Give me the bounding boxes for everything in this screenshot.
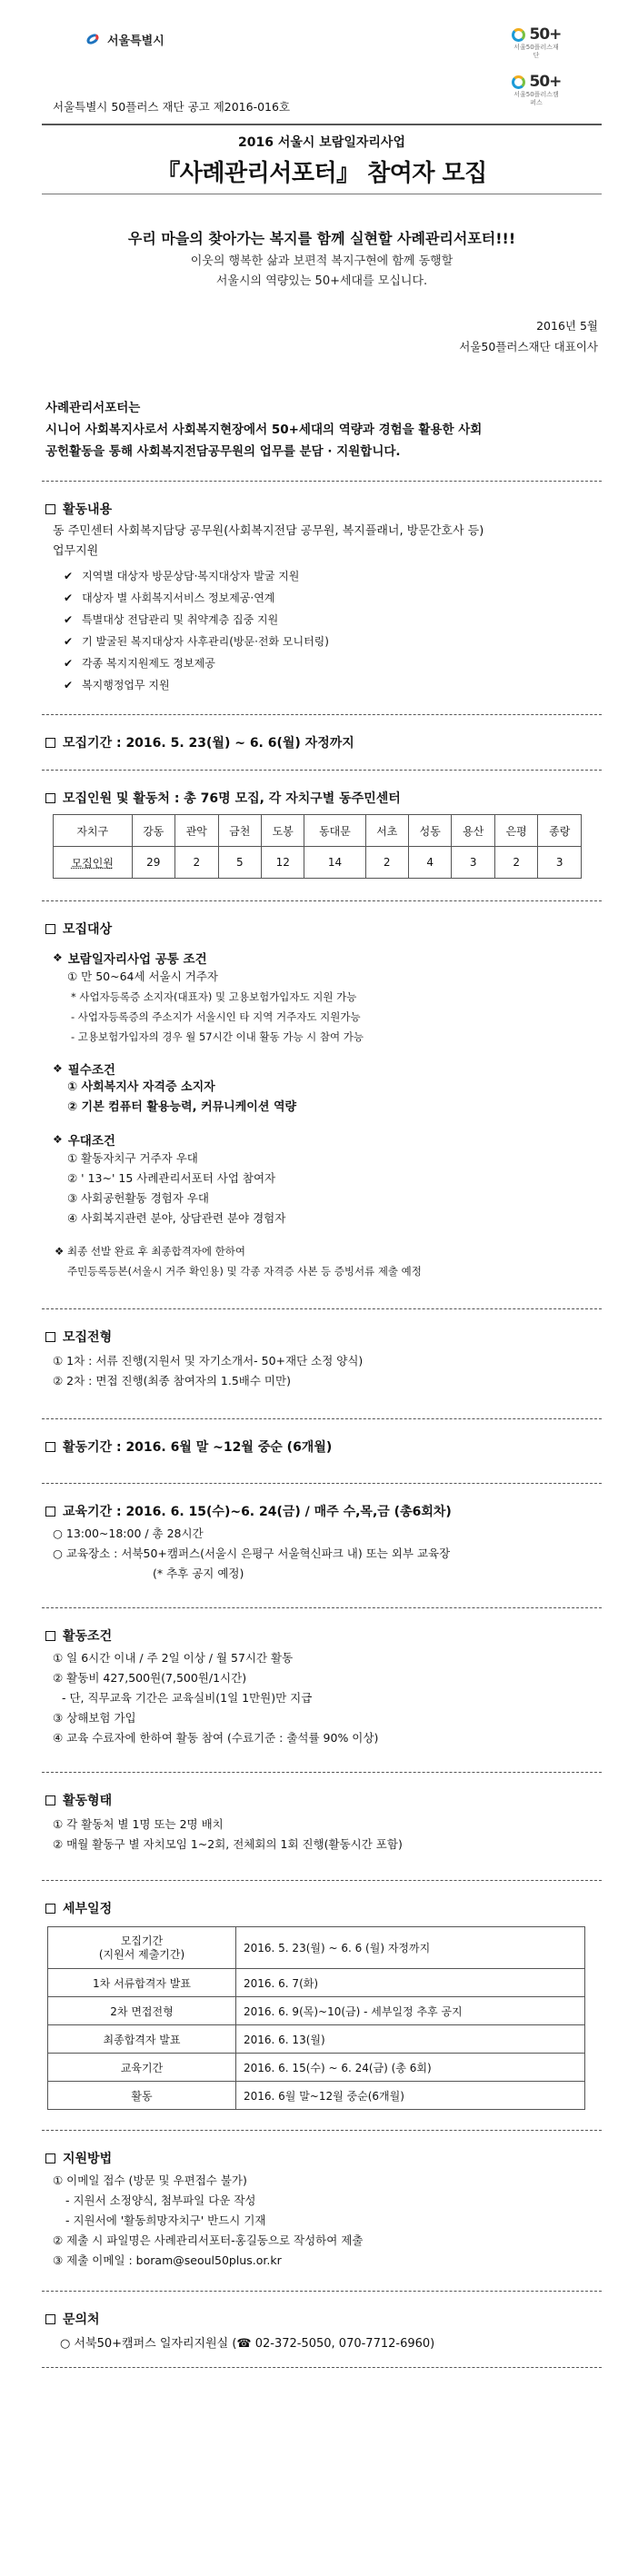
- fifty-plus-logo-campus: 50+: [511, 73, 562, 91]
- target-common-1a: * 사업자등록증 소지자(대표자) 및 고용보험가입자도 지원 가능: [71, 990, 357, 1003]
- target-common-1: ① 만 50~64세 서울시 거주자: [67, 970, 218, 983]
- target-common-1c: - 고용보험가입자의 경우 월 57시간 이내 활동 가능 시 참여 가능: [71, 1030, 364, 1043]
- condition-2a: - 단, 직무교육 기간은 교육실비(1일 1만원)만 지급: [62, 1691, 313, 1705]
- form-2: ② 매월 활동구 별 자치모임 1~2회, 전체회의 1회 진행(활동시간 포함): [53, 1837, 403, 1851]
- dashed-divider: [42, 714, 602, 715]
- section-title: 활동형태: [42, 1791, 602, 1809]
- apply-1: ① 이메일 접수 (방문 및 우편접수 불가): [53, 2173, 247, 2187]
- table-cell: 3: [452, 847, 494, 879]
- activity-list: [42, 565, 602, 696]
- condition-4: ④ 교육 수료자에 한하여 활동 참여 (수료기준 : 출석률 90% 이상): [53, 1731, 379, 1745]
- education-place: ○ 교육장소 : 서북50+캠퍼스(서울시 은평구 서울혁신파크 내) 또는 외부 교육장: [53, 1547, 451, 1560]
- dashed-divider: [42, 770, 602, 771]
- table-cell: 1차 서류합격자 발표: [48, 1969, 236, 1997]
- checkbox-square-icon: [45, 1795, 55, 1805]
- section-title: 활동기간 : 2016. 6월 말 ~12월 중순 (6개월): [42, 1437, 602, 1456]
- dashed-divider: [42, 1308, 602, 1309]
- table-cell: 2016. 6. 15(수) ~ 6. 24(금) (총 6회): [236, 2054, 585, 2082]
- target-note-1: ❖ 최종 선발 완료 후 최종합격자에 한하여: [55, 1245, 245, 1258]
- section-target: [42, 920, 602, 1281]
- target-required-1: ① 사회복지사 자격증 소지자: [67, 1080, 215, 1094]
- section-education: [42, 1502, 602, 1584]
- title-sub: 2016 서울시 보람일자리사업: [238, 135, 405, 150]
- apply-1b: - 지원서에 '활동희망자치구' 반드시 기재: [65, 2213, 266, 2227]
- section-title: 교육기간 : 2016. 6. 15(수)~6. 24(금) / 매주 수,목,금 (총6회차): [42, 1502, 602, 1520]
- table-row: [48, 1997, 585, 2025]
- table-cell: 2: [365, 847, 408, 879]
- education-place-note: (* 추후 공지 예정): [153, 1566, 244, 1580]
- dashed-divider: [42, 2291, 602, 2292]
- condition-1: ① 일 6시간 이내 / 주 2일 이상 / 월 57시간 활동: [53, 1651, 294, 1665]
- process-step-1: ① 1차 : 서류 진행(지원서 및 자기소개서- 50+재단 소정 양식): [53, 1354, 364, 1368]
- list-item: ✔ 복지행정업무 지원: [64, 674, 602, 696]
- target-required-2: ② 기본 컴퓨터 활용능력, 커뮤니케이션 역량: [67, 1100, 297, 1114]
- table-cell: 2016. 5. 23(월) ~ 6. 6 (월) 자정까지: [236, 1927, 585, 1969]
- list-item: ✔ 지역별 대상자 방문상담·복지대상자 발굴 지원: [64, 565, 602, 587]
- section-contact: [42, 2310, 602, 2351]
- header: [42, 0, 602, 106]
- checkbox-square-icon: [45, 1904, 55, 1914]
- table-header-cell: 자치구: [54, 815, 133, 847]
- intro-line-3: 공헌활동을 통해 사회복지전담공무원의 업무를 분담 · 지원합니다.: [45, 444, 401, 459]
- table-header-cell: 은평: [494, 815, 537, 847]
- table-cell: 최종합격자 발표: [48, 2025, 236, 2054]
- slogan-line-2: 서울시의 역량있는 50+세대를 모십니다.: [215, 274, 428, 288]
- section-period: [42, 1437, 602, 1456]
- notice-number: 서울특별시 50플러스 재단 공고 제2016-016호: [53, 100, 291, 114]
- section-conditions: [42, 1626, 602, 1748]
- dashed-divider: [42, 2367, 602, 2368]
- fifty-plus-campus-label: 서울50플러스캠퍼스: [513, 91, 559, 106]
- section-title: 활동조건: [42, 1626, 602, 1645]
- notice-issuer: 서울50플러스재단 대표이사: [459, 340, 598, 353]
- checkbox-square-icon: [45, 1442, 55, 1452]
- table-cell: 29: [132, 847, 174, 879]
- table-cell: 교육기간: [48, 2054, 236, 2082]
- section-schedule: [42, 1899, 602, 2110]
- table-cell: 2: [494, 847, 537, 879]
- apply-3: ③ 제출 이메일 : boram@seoul50plus.or.kr: [53, 2253, 282, 2267]
- notice-date: 2016년 5월: [536, 319, 598, 333]
- list-item: ✔ 각종 복지지원제도 정보제공: [64, 652, 602, 674]
- contact-line: ○ 서북50+캠퍼스 일자리지원실 (☎ 02-372-5050, 070-7712-6960): [60, 2337, 435, 2351]
- section-apply: [42, 2149, 602, 2271]
- table-row: [54, 847, 582, 879]
- dashed-divider: [42, 900, 602, 901]
- process-step-2: ② 2차 : 면접 진행(최종 참여자의 1.5배수 미만): [53, 1374, 291, 1387]
- table-cell: 2016. 6. 13(월): [236, 2025, 585, 2054]
- table-header-cell: 동대문: [304, 815, 365, 847]
- fifty-plus-logo-foundation: 50+: [511, 25, 562, 44]
- section-title: 활동내용: [42, 500, 602, 518]
- table-row: [48, 1927, 585, 1969]
- subsection-title: ❖ 필수조건: [53, 1062, 115, 1078]
- dashed-divider: [42, 1418, 602, 1419]
- table-row: [48, 2082, 585, 2110]
- dashed-divider: [42, 481, 602, 482]
- date-block: [42, 315, 602, 357]
- activity-desc-2: 업무지원: [53, 544, 99, 558]
- diamond-icon: ❖: [53, 951, 63, 964]
- section-title: 모집전형: [42, 1328, 602, 1346]
- target-pref-4: ④ 사회복지관련 분야, 상담관련 분야 경험자: [67, 1211, 286, 1225]
- table-header-cell: 서초: [365, 815, 408, 847]
- table-header-cell: 금천: [218, 815, 261, 847]
- table-cell: 모집기간 (지원서 제출기간): [48, 1927, 236, 1969]
- table-cell: 2: [175, 847, 218, 879]
- list-item: ✔ 기 발굴된 복지대상자 사후관리(방문·전화 모니터링): [64, 631, 602, 652]
- activity-desc-1: 동 주민센터 사회복지담당 공무원(사회복지전담 공무원, 복지플래너, 방문간호사 등): [53, 524, 484, 538]
- seoul-logo-text: 서울특별시: [107, 35, 164, 48]
- target-note-2: 주민등록등본(서울시 거주 확인용) 및 각종 자격증 사본 등 증빙서류 제출 예정: [67, 1265, 422, 1278]
- section-title: 세부일정: [42, 1899, 602, 1917]
- checkbox-square-icon: [45, 2314, 55, 2324]
- target-pref-1: ① 활동자치구 거주자 우대: [67, 1151, 198, 1165]
- checkbox-square-icon: [45, 1631, 55, 1641]
- schedule-table: [47, 1926, 585, 2110]
- dashed-divider: [42, 1483, 602, 1484]
- table-header-cell: 강동: [132, 815, 174, 847]
- subsection-title: ❖ 우대조건: [53, 1133, 115, 1149]
- education-time: ○ 13:00~18:00 / 총 28시간: [53, 1527, 204, 1540]
- table-row: [54, 815, 582, 847]
- apply-2: ② 제출 시 파일명은 사례관리서포터-홍길동으로 작성하여 제출: [53, 2233, 364, 2247]
- section-title: 문의처: [42, 2310, 602, 2328]
- checkbox-square-icon: [45, 2153, 55, 2163]
- condition-2: ② 활동비 427,500원(7,500원/1시간): [53, 1671, 247, 1685]
- section-title: 모집기간 : 2016. 5. 23(월) ~ 6. 6(월) 자정까지: [42, 733, 602, 751]
- section-title: 모집대상: [42, 920, 602, 938]
- checkbox-square-icon: [45, 1332, 55, 1342]
- intro-line-1: 사례관리서포터는: [45, 401, 141, 415]
- target-note: [42, 1241, 602, 1281]
- table-header-cell: 종랑: [538, 815, 582, 847]
- slogan-main: 우리 마을의 찾아가는 복지를 함께 실현할 사례관리서포터!!!: [127, 230, 516, 247]
- seoul-logo: [85, 31, 164, 48]
- table-cell: 4: [408, 847, 451, 879]
- list-item: ✔ 특별대상 전담관리 및 취약계층 집중 지원: [64, 609, 602, 631]
- fifty-plus-logos: [511, 25, 562, 107]
- section-title: 모집인원 및 활동처 : 총 76명 모집, 각 자치구별 동주민센터: [42, 789, 602, 807]
- table-cell: 5: [218, 847, 261, 879]
- section-activity: [42, 500, 602, 696]
- section-process: [42, 1328, 602, 1391]
- table-cell: 12: [262, 847, 304, 879]
- apply-1a: - 지원서 소정양식, 첨부파일 다운 작성: [65, 2193, 256, 2207]
- checkbox-square-icon: [45, 924, 55, 934]
- section-recruit-period: [42, 733, 602, 751]
- table-row: [48, 1969, 585, 1997]
- dashed-divider: [42, 2130, 602, 2131]
- section-recruit-count: [42, 789, 602, 879]
- recruit-table: [53, 814, 582, 879]
- diamond-icon: ❖: [53, 1133, 63, 1146]
- diamond-icon: ❖: [53, 1062, 63, 1075]
- condition-3: ③ 상해보험 가입: [53, 1711, 136, 1725]
- table-cell: 2016. 6. 7(화): [236, 1969, 585, 1997]
- dashed-divider: [42, 1607, 602, 1608]
- table-cell: 활동: [48, 2082, 236, 2110]
- table-cell: 14: [304, 847, 365, 879]
- table-cell: 2016. 6월 말~12월 중순(6개월): [236, 2082, 585, 2110]
- seoul-mark-icon: [85, 32, 102, 48]
- intro-line-2: 시니어 사회복지사로서 사회복지현장에서 50+세대의 역량과 경험을 활용한 사회: [45, 423, 483, 437]
- checkbox-square-icon: [45, 1507, 55, 1517]
- dashed-divider: [42, 1880, 602, 1881]
- slogan: [42, 227, 602, 292]
- fifty-plus-foundation-label: 서울50플러스재단: [513, 44, 559, 59]
- circle-logo-icon: [512, 28, 525, 42]
- table-header-cell: 도봉: [262, 815, 304, 847]
- table-row: [48, 2054, 585, 2082]
- section-title: 지원방법: [42, 2149, 602, 2167]
- list-item: ✔ 대상자 별 사회복지서비스 정보제공·연계: [64, 587, 602, 609]
- intro: [42, 397, 602, 462]
- table-row: [48, 2025, 585, 2054]
- checkbox-square-icon: [45, 504, 55, 514]
- checkbox-square-icon: [45, 793, 55, 803]
- table-cell: 2016. 6. 9(목)~10(금) - 세부일정 추후 공지: [236, 1997, 585, 2025]
- table-header-cell: 관악: [175, 815, 218, 847]
- subsection-title: ❖ 보람일자리사업 공통 조건: [53, 951, 207, 967]
- form-1: ① 각 활동처 별 1명 또는 2명 배치: [53, 1817, 224, 1831]
- target-pref-2: ② ' 13~' 15 사례관리서포터 사업 참여자: [67, 1171, 276, 1185]
- table-header-cell: 성동: [408, 815, 451, 847]
- target-pref-3: ③ 사회공헌활동 경험자 우대: [67, 1191, 209, 1205]
- title-block: [42, 125, 602, 188]
- checkbox-square-icon: [45, 738, 55, 748]
- dashed-divider: [42, 1772, 602, 1773]
- section-form: [42, 1791, 602, 1855]
- circle-logo-icon: [512, 75, 525, 89]
- page-title: 『사례관리서포터』 참여자 모집: [156, 160, 487, 187]
- table-cell: 2차 면접전형: [48, 1997, 236, 2025]
- slogan-line-1: 이웃의 행복한 삶과 보편적 복지구현에 함께 동행할: [190, 254, 454, 268]
- table-cell: 모집인원: [54, 847, 133, 879]
- table-header-cell: 용산: [452, 815, 494, 847]
- table-cell: 3: [538, 847, 582, 879]
- target-common-1b: - 사업자등록증의 주소지가 서울시인 타 지역 거주자도 지원가능: [71, 1010, 361, 1023]
